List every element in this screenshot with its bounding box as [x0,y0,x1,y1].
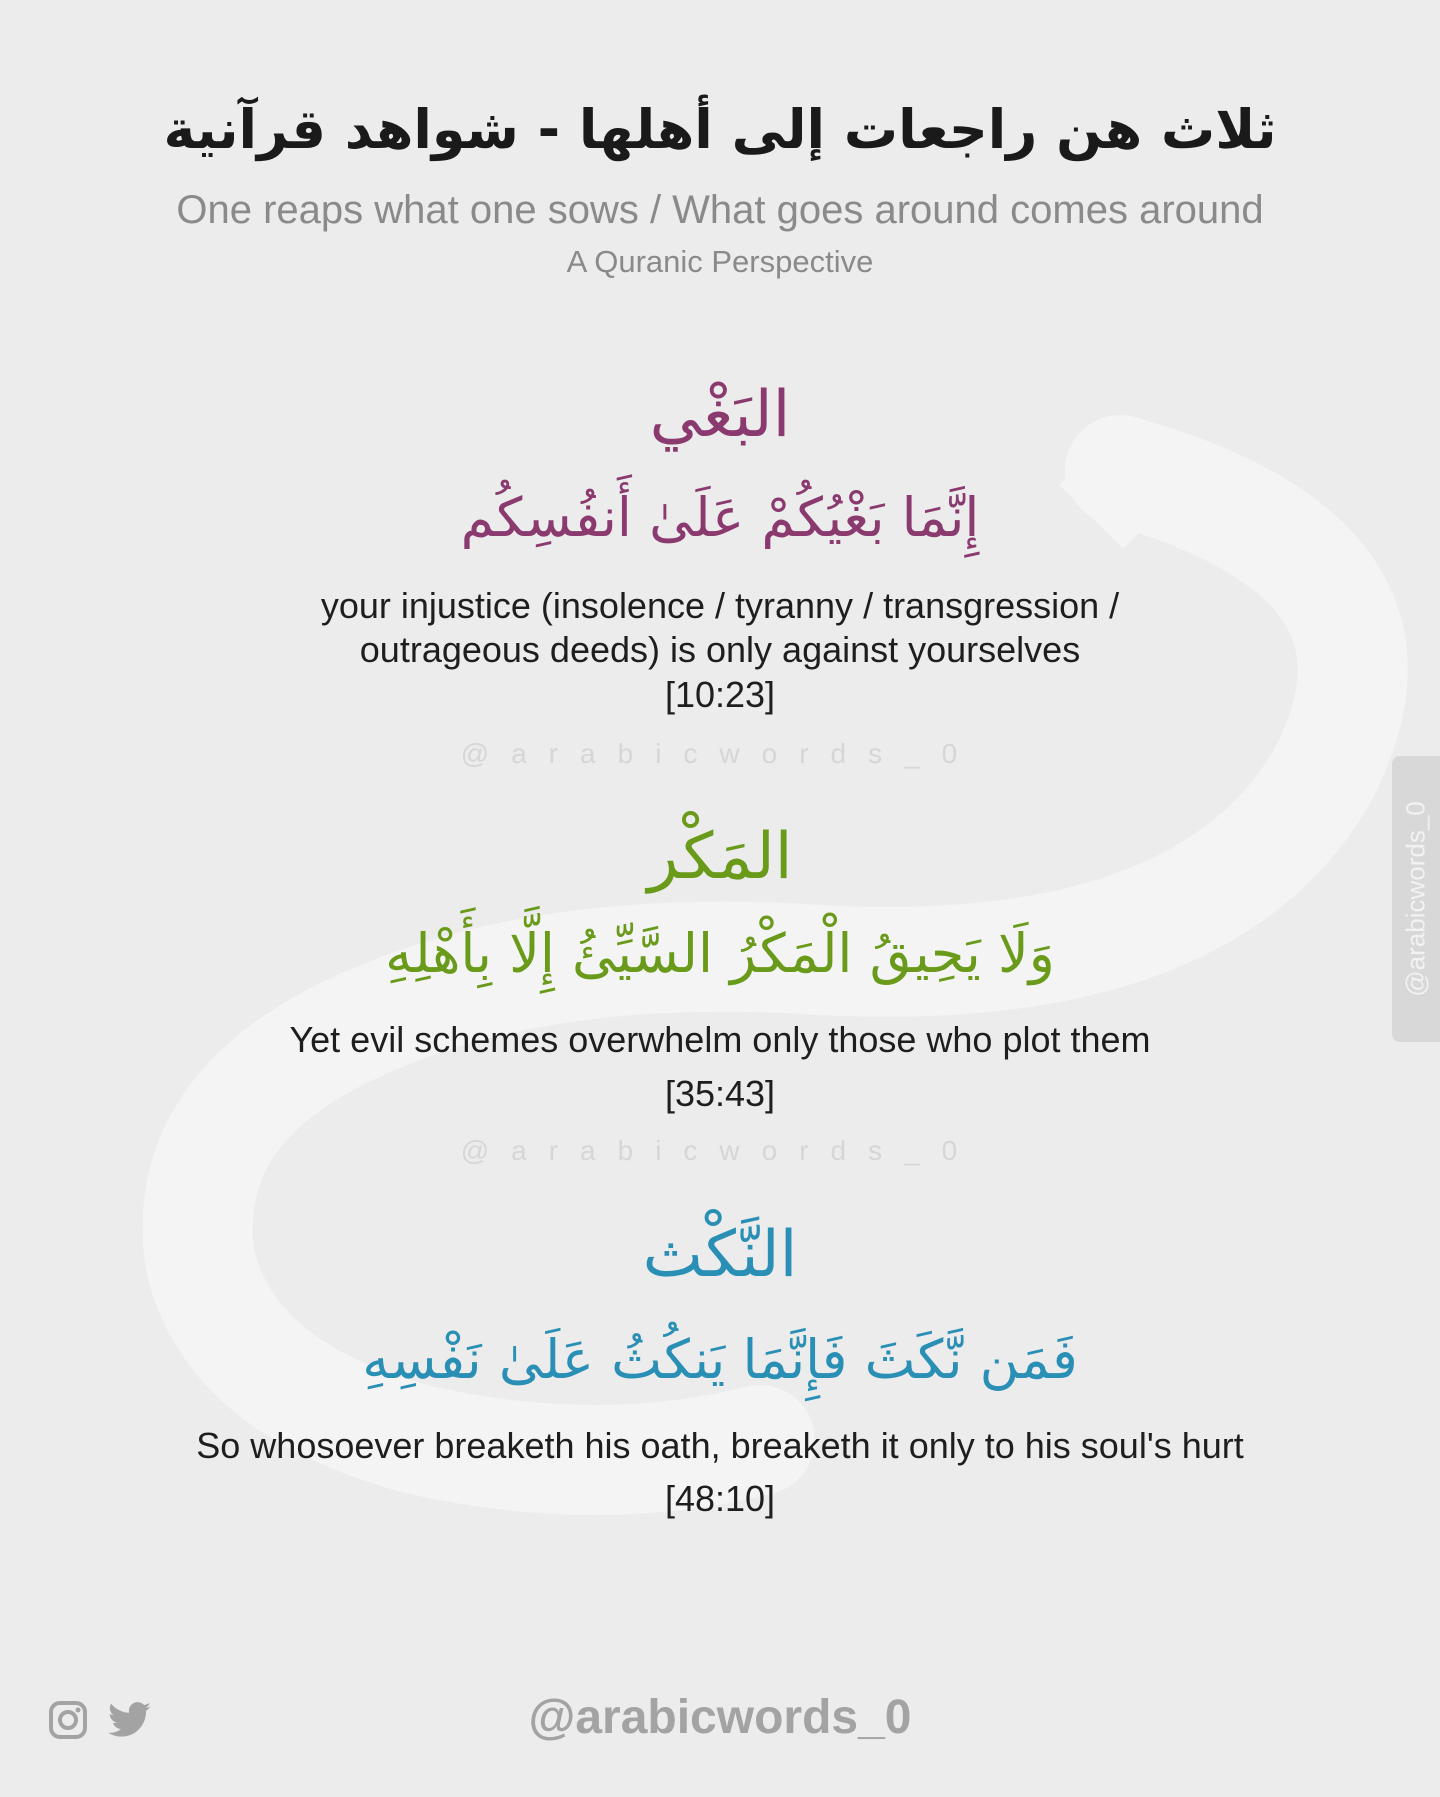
watermark-2: @arabicwords_0 [460,1135,980,1166]
section-1-translation-line2: outrageous deeds) is only against yourselves [359,629,1081,670]
section-1-verse: إِنَّمَا بَغْيُكُمْ عَلَىٰ أَنفُسِكُم [460,486,980,549]
section-1-translation-line1: your injustice (insolence / tyranny / transgression / [320,585,1120,626]
section-2-verse: وَلَا يَحِيقُ الْمَكْرُ السَّيِّئُ إِلَّا بِأَهْلِهِ [385,922,1055,985]
subtitle-perspective: A Quranic Perspective [566,244,874,279]
section-3-word: النَّكْث [642,1218,798,1292]
page-title: ثلاث هن راجعات إلى أهلها - شواهد قرآنية [163,98,1277,161]
watermark-1: @arabicwords_0 [460,738,980,769]
section-2-word: المَكْر [647,820,793,894]
section-3-translation: So whosoever breaketh his oath, breaketh it only to his soul's hurt [196,1425,1244,1466]
side-handle-tab[interactable] [1392,756,1440,1042]
subtitle: One reaps what one sows / What goes around comes around [176,188,1264,232]
section-1-reference: [10:23] [664,674,776,715]
section-1-word: البَغْي [649,378,791,452]
section-2-reference: [35:43] [664,1073,776,1114]
footer-handle[interactable]: @arabicwords_0 [528,1691,912,1744]
section-3-verse: فَمَن نَّكَثَ فَإِنَّمَا يَنكُثُ عَلَىٰ نَفْسِهِ [362,1328,1078,1391]
section-3-reference: [48:10] [664,1478,776,1519]
side-handle-label: @arabicwords_0 [1400,801,1431,997]
section-2-translation: Yet evil schemes overwhelm only those who plot them [289,1019,1151,1060]
